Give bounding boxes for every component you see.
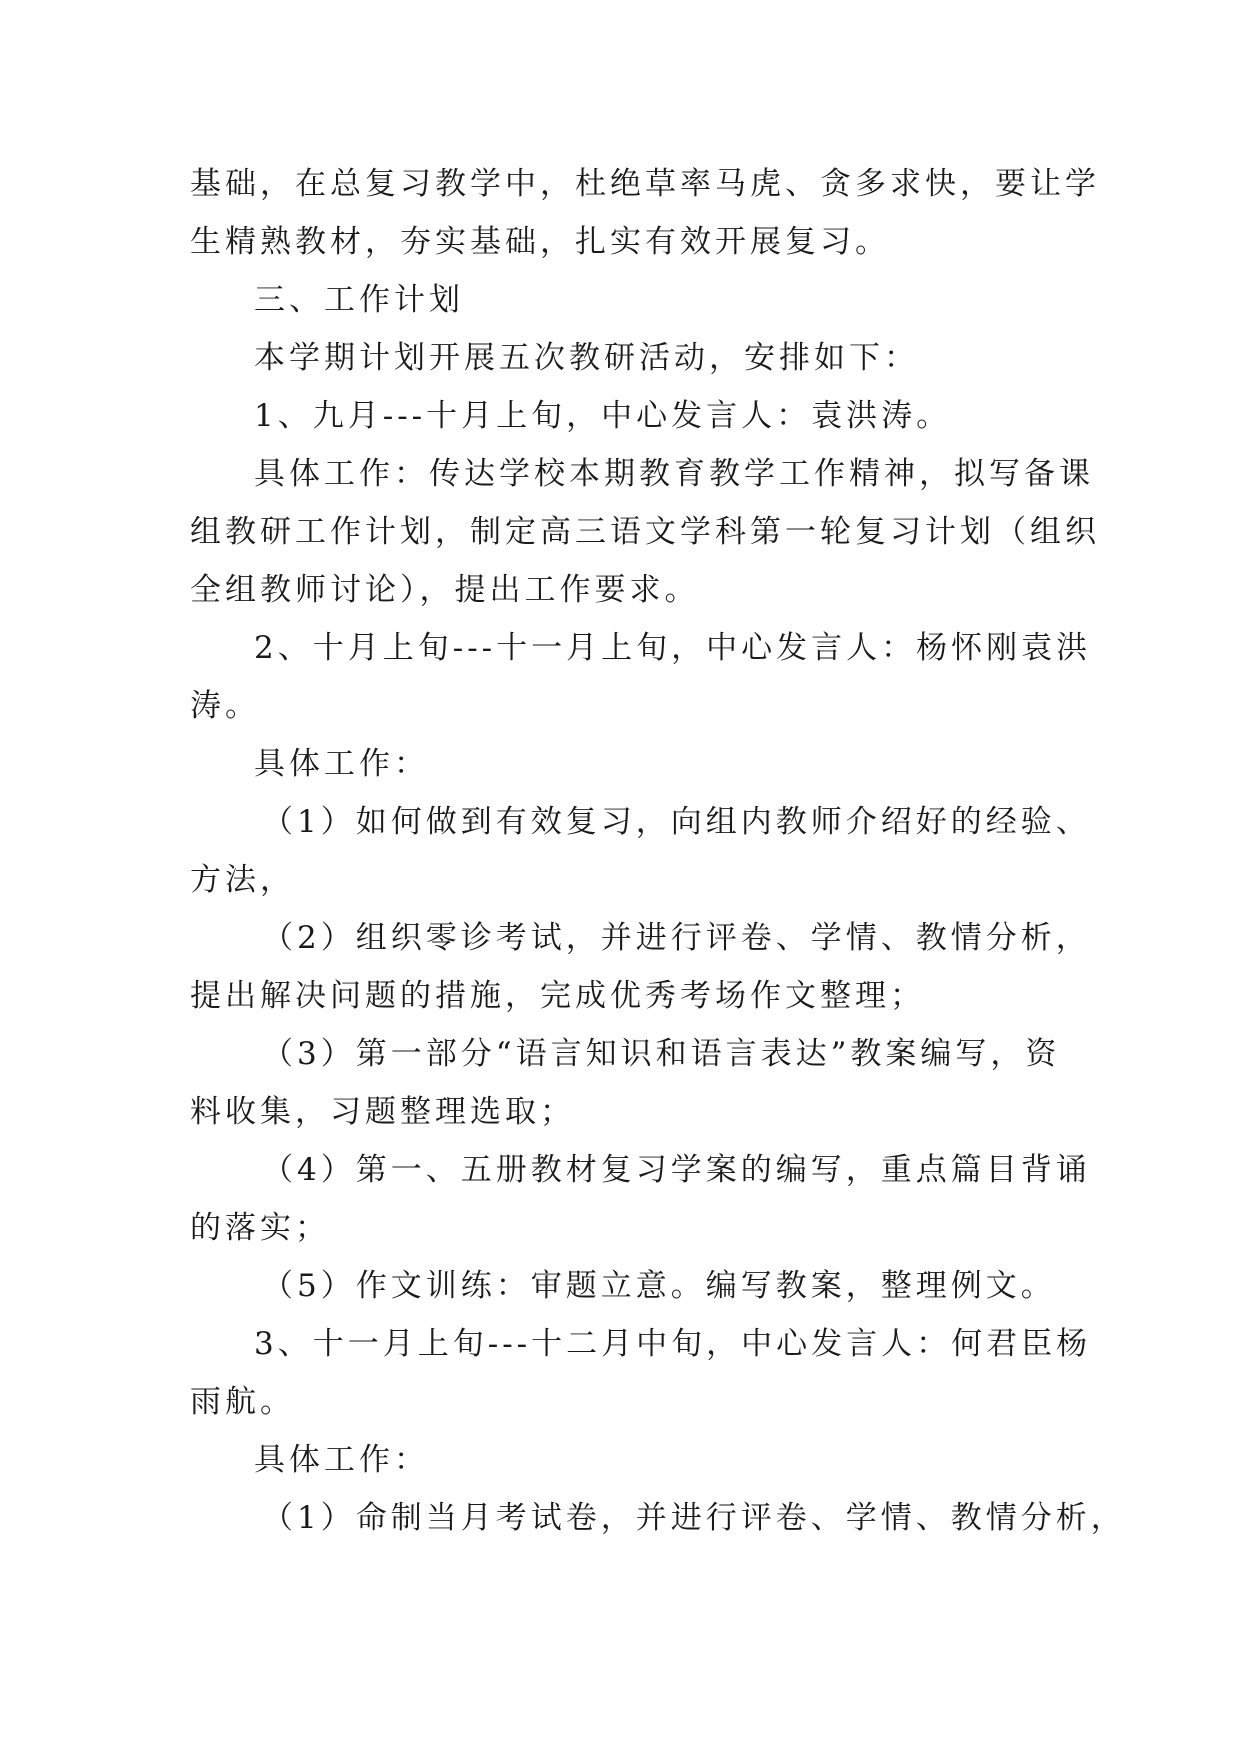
text-line: 全组教师讨论），提出工作要求。 — [190, 572, 700, 608]
text-line: （2）组织零诊考试，并进行评卷、学情、教情分析， — [262, 920, 1091, 956]
text-line: 提出解决问题的措施，完成优秀考场作文整理； — [190, 978, 925, 1014]
text-line: 基础，在总复习教学中，杜绝草率马虎、贪多求快，要让学 — [190, 166, 1100, 202]
text-line: 具体工作： — [254, 746, 429, 782]
text-line: 具体工作： — [254, 1442, 429, 1478]
text-line: 2、十月上旬---十一月上旬，中心发言人：杨怀刚袁洪 — [254, 630, 1092, 666]
text-line: 雨航。 — [190, 1384, 295, 1420]
text-line: 本学期计划开展五次教研活动，安排如下： — [254, 340, 919, 376]
text-line: 组教研工作计划，制定高三语文学科第一轮复习计划（组织 — [190, 514, 1100, 550]
text-line: 的落实； — [190, 1210, 330, 1246]
text-line: 具体工作：传达学校本期教育教学工作精神，拟写备课 — [254, 456, 1094, 492]
text-line: （1）命制当月考试卷，并进行评卷、学情、教情分析， — [262, 1500, 1126, 1536]
text-line: 料收集，习题整理选取； — [190, 1094, 575, 1130]
text-line: 1、九月---十月上旬，中心发言人：袁洪涛。 — [254, 398, 952, 434]
text-line: （3）第一部分“语言知识和语言表达”教案编写，资 — [262, 1036, 1061, 1072]
text-line: 生精熟教材，夯实基础，扎实有效开展复习。 — [190, 224, 890, 260]
section-heading: 三、工作计划 — [254, 282, 464, 318]
text-line: 方法， — [190, 862, 295, 898]
text-line: 3、十一月上旬---十二月中旬，中心发言人：何君臣杨 — [254, 1326, 1092, 1362]
text-line: （1）如何做到有效复习，向组内教师介绍好的经验、 — [262, 804, 1091, 840]
text-line: （4）第一、五册教材复习学案的编写，重点篇目背诵 — [262, 1152, 1091, 1188]
text-line: （5）作文训练：审题立意。编写教案，整理例文。 — [262, 1268, 1056, 1304]
text-line: 涛。 — [190, 688, 260, 724]
